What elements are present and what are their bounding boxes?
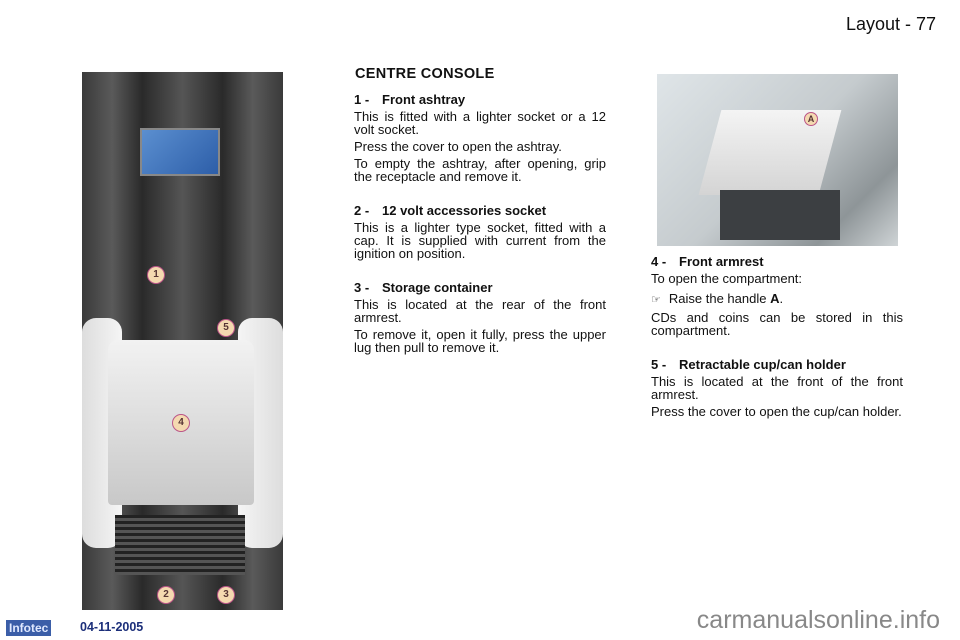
item-3-text: To remove it, open it fully, press the upper lug then pull to remove it.	[354, 327, 606, 355]
item-1-text: To empty the ashtray, after opening, grip the receptacle and remove it.	[354, 156, 606, 184]
item-4-text: CDs and coins can be stored in this compartment.	[651, 310, 903, 338]
item-1-text: Press the cover to open the ashtray.	[354, 139, 562, 154]
item-1-text: This is fitted with a lighter socket or a 12 volt socket.	[354, 109, 606, 137]
item-2-text: This is a lighter type socket, fitted with a cap. It is supplied with current from the ignition on position.	[354, 220, 606, 261]
item-4-bullet: ☞ Raise the handle A.	[651, 291, 784, 306]
callout-2: 2	[157, 586, 175, 604]
callout-a: A	[804, 112, 818, 126]
item-5-heading: 5 - Retractable cup/can holder	[651, 357, 846, 372]
callout-5: 5	[217, 319, 235, 337]
item-4-text: To open the compartment:	[651, 271, 803, 286]
callout-3: 3	[217, 586, 235, 604]
item-1-heading: 1 - Front ashtray	[354, 92, 466, 107]
watermark: carmanualsonline.info	[696, 606, 940, 634]
console-screen	[140, 128, 220, 176]
item-3-text: This is located at the rear of the front armrest.	[354, 297, 606, 325]
callout-1: 1	[147, 266, 165, 284]
page-number: Layout - 77	[845, 14, 936, 34]
section-title: CENTRE CONSOLE	[355, 66, 495, 82]
item-2-heading: 2 - 12 volt accessories socket	[354, 203, 547, 218]
left-text-column	[354, 93, 606, 358]
right-text-column	[651, 255, 903, 422]
infotec-logo: Infotec	[6, 620, 51, 636]
armrest-compartment	[720, 190, 840, 240]
armrest-lid	[699, 110, 842, 195]
footer-date: 04-11-2005	[80, 620, 144, 634]
item-5-text: Press the cover to open the cup/can holder.	[651, 404, 902, 419]
item-3-heading: 3 - Storage container	[354, 280, 493, 295]
item-4-heading: 4 - Front armrest	[651, 254, 764, 269]
item-5-text: This is located at the front of the front armrest.	[651, 374, 903, 402]
rear-vents	[115, 515, 245, 575]
callout-4: 4	[172, 414, 190, 432]
pointing-hand-icon: ☞	[651, 294, 661, 306]
